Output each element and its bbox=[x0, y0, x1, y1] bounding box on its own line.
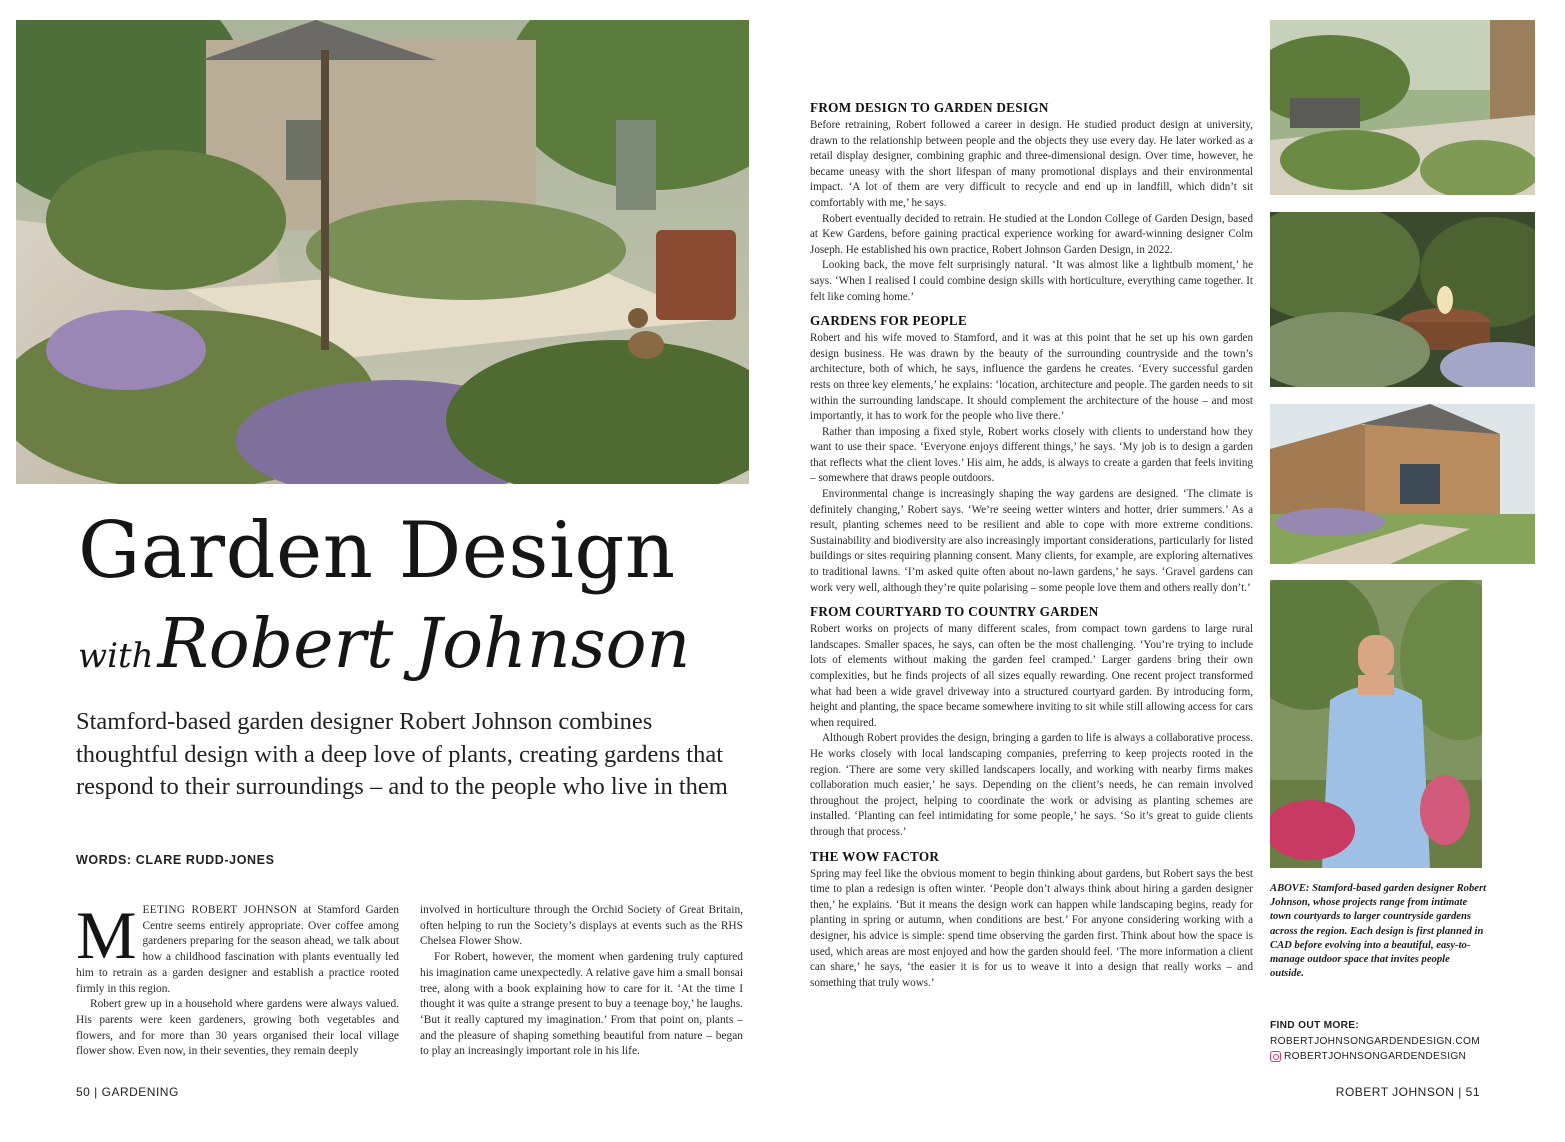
photo-caption: ABOVE: Stamford-based garden designer Robert Johnson, whose projects range from intimate town courtyards to larger countryside gardens across the region. Each design is first planned in CAD before evolving into a beautiful, easy-to-manage outdoor space that invites people outside. bbox=[1270, 883, 1487, 980]
section-paragraph: Robert works on projects of many different scales, from compact town gardens to large rural landscapes. Smaller spaces, he says, can often be the most challenging. ‘You’re trying to include lots of elements without making the garden feel cramped.’ Larger gardens bring their own complexities, but he finds projects of all sizes equally rewarding. One recent project transformed what had been a wide gravel driveway into a structured courtyard garden. By introducing form, height and planting, the space became somewhere inviting to sit while still allowing access for cars when required. bbox=[810, 623, 1253, 729]
section-paragraph: Spring may feel like the obvious moment to begin thinking about gardens, but Robert says the best time to plan a redesign is often winter. ‘People don’t always think about hiring a garden designer then,’ he explains. ‘But it means the design work can happen while landscaping begins, ready for planting in spring or autumn, when conditions are best.’ For anyone considering working with a designer, his advice is simple: spend time observing the garden first. Think about how the space is used, which areas are most enjoyed and how the garden should feel. ‘The more information a client can share,’ he says, ‘the easier it is for us to weave it into a design that really works – and something that truly wows.’ bbox=[810, 867, 1253, 989]
section-paragraph: Looking back, the move felt surprisingly natural. ‘It was almost like a lightbulb moment,’ he says. ‘When I realised I could combine design skills with horticulture, everything came together. It felt like coming home.’ bbox=[810, 259, 1253, 303]
section-heading: GARDENS FOR PEOPLE bbox=[810, 313, 968, 329]
website-link[interactable]: ROBERTJOHNSONGARDENDESIGN.COM bbox=[1270, 1035, 1481, 1047]
section-paragraph: Robert and his wife moved to Stamford, and it was at this point that he set up his own garden design business. He was drawn by the beauty of the surrounding countryside and the town’s architecture, both of which, he says, influence the gardens he creates. ‘Every successful garden rests on three key elements,’ he explains: ‘location, architecture and people. The garden needs to sit within the surrounding landscape. It should complement the architecture of the house – and most importantly, it has to work for the people who live there.’ bbox=[810, 332, 1253, 423]
byline: WORDS: CLARE RUDD-JONES bbox=[76, 853, 275, 867]
section-paragraph: Although Robert provides the design, bringing a garden to life is always a collaborative process. He works closely with local landscaping companies, preferring to keep projects rooted in the region. ‘There are some very skilled landscapers locally, and working with nearby firms makes collaboration much easier,’ he says. Depending on the client’s needs, he can remain involved throughout the project, helping to coordinate the work or advising as planting schemes are installed. ‘Planting can feel intimidating for some people,’ he says. ‘So it’s great to guide clients through that process.’ bbox=[810, 732, 1253, 838]
intro-p1-rest: at Stamford Garden Centre seems entirely appropriate. Over coffee among gardeners preparing for the season ahead, we talk about how a childhood fascination with plants eventually led him to retrain as a garden designer and establish a practice rooted firmly in this region. bbox=[76, 904, 399, 995]
body-column-1 bbox=[76, 897, 399, 1060]
section-paragraph: Environmental change is increasingly shaping the way gardens are designed. ‘The climate is definitely changing,’ Robert says. ‘We’re seeing wetter winters and hotter, drier summers.’ As a result, planting schemes need to be resilient and able to cope with more extreme conditions. Sustainability and biodiversity are also increasingly important considerations, particularly for listed buildings or sites requiring planning consent. Many clients, for example, are exploring alternatives to traditional lawns. ‘I’m asked quite often about no-lawn gardens,’ he says. ‘Gravel gardens can work very well, although they’re quite polarising – some people love them and others really don’t.’ bbox=[810, 488, 1253, 594]
intro-lead: EETING ROBERT JOHNSON bbox=[142, 904, 298, 916]
hero-garden-photo bbox=[16, 20, 749, 484]
courtyard-garden-photo bbox=[1270, 20, 1535, 195]
section-design-to-garden-design bbox=[810, 100, 1253, 305]
subtitle-with: with bbox=[78, 636, 154, 676]
article-sections bbox=[810, 100, 1253, 999]
footer-left: 50 | GARDENING bbox=[76, 1085, 179, 1099]
body-column-2 bbox=[420, 903, 743, 1060]
section-wow-factor bbox=[810, 849, 1253, 992]
article-subtitle bbox=[78, 605, 758, 684]
intro-paragraph-2: Robert grew up in a household where gardens were always valued. His parents were keen gardeners, growing both vegetables and flowers, and for more than 30 years organised their local village flower show. Even now, in their seventies, they remain deeply bbox=[76, 998, 399, 1058]
section-gardens-for-people bbox=[810, 313, 1253, 596]
section-heading: THE WOW FACTOR bbox=[810, 848, 940, 864]
instagram-handle-row[interactable] bbox=[1270, 1049, 1480, 1065]
drop-cap: M bbox=[76, 897, 137, 973]
standfirst: Stamford-based garden designer Robert Johnson combines thoughtful design with a deep love of plants, creating gardens that respond to their surroundings – and to the people who live in them bbox=[76, 708, 728, 800]
subtitle-name: Robert Johnson bbox=[157, 605, 691, 684]
find-out-more-label: FIND OUT MORE: bbox=[1270, 1020, 1360, 1031]
cad-design-render bbox=[1270, 404, 1535, 564]
section-courtyard-to-country bbox=[810, 604, 1253, 840]
section-heading: FROM DESIGN TO GARDEN DESIGN bbox=[810, 100, 1049, 115]
section-heading: FROM COURTYARD TO COUNTRY GARDEN bbox=[810, 604, 1099, 620]
intro-paragraph-1 bbox=[76, 897, 399, 997]
section-paragraph: Before retraining, Robert followed a career in design. He studied product design at university, drawn to the relationship between people and the objects they use every day. He later worked as a retail display designer, combining graphic and three-dimensional design. Over time, however, he became uneasy with the short lifespan of many promotional displays and their environmental impact. ‘A lot of them are very difficult to recycle and end up in landfill, which didn’t sit comfortably with me,’ he says. bbox=[810, 119, 1253, 209]
instagram-icon bbox=[1270, 1051, 1281, 1062]
article-title: Garden Design bbox=[78, 506, 676, 596]
intro-paragraph-3: involved in horticulture through the Orchid Society of Great Britain, often helping to run the Society’s displays at events such as the RHS Chelsea Flower Show. bbox=[420, 904, 743, 948]
section-paragraph: Robert eventually decided to retrain. He studied at the London College of Garden Design, based at Kew Gardens, before gaining practical experience working for award-winning designer Colm Joseph. He established his own practice, Robert Johnson Garden Design, in 2022. bbox=[810, 212, 1253, 256]
intro-paragraph-4: For Robert, however, the moment when gardening truly captured his imagination came unexpectedly. A relative gave him a small bonsai tree, along with a book explaining how to care for it. ‘At the time I thought it was quite a strange present to buy a teenage boy,’ he laughs. ‘But it really captured my imagination.’ From that point on, plants – and the pleasure of shaping something beautiful from nature – began to play an increasingly important role in his life. bbox=[420, 951, 743, 1058]
find-out-more bbox=[1270, 1018, 1480, 1065]
section-paragraph: Rather than imposing a fixed style, Robert works closely with clients to understand how they want to use their space. ‘Everyone enjoys different things,’ he says. ‘My job is to design a garden that reflects what the client loves.’ His aim, he adds, is always to create a garden that feels inviting – somewhere that draws people outdoors. bbox=[810, 425, 1253, 485]
water-feature-garden-photo bbox=[1270, 212, 1535, 387]
right-page bbox=[782, 0, 1565, 1142]
left-page bbox=[0, 0, 782, 1142]
instagram-handle[interactable]: ROBERTJOHNSONGARDENDESIGN bbox=[1284, 1051, 1467, 1062]
robert-johnson-portrait-photo bbox=[1270, 580, 1482, 868]
footer-right: ROBERT JOHNSON | 51 bbox=[1335, 1085, 1480, 1099]
